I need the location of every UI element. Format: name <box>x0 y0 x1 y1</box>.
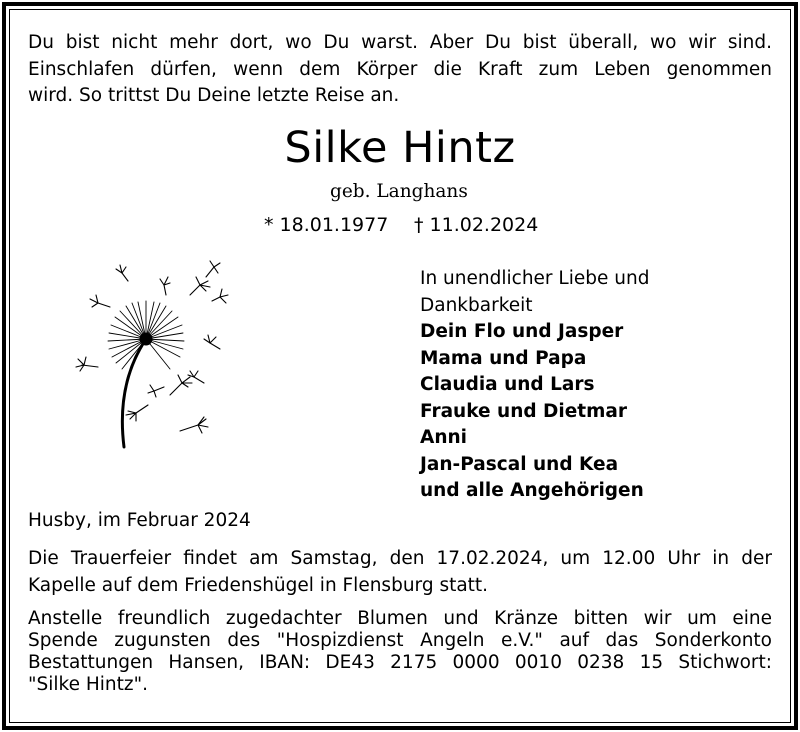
mourners-intro-1: In unendlicher Liebe und <box>420 268 650 289</box>
place-date: Husby, im Februar 2024 <box>28 510 251 531</box>
mourner-name: Frauke und Dietmar <box>420 400 628 422</box>
mourner-name: Dein Flo und Jasper <box>420 321 624 342</box>
mourners-block <box>420 266 649 505</box>
death-date: † 11.02.2024 <box>414 214 539 236</box>
birth-date: * 18.01.1977 <box>264 214 389 236</box>
ceremony-line-2: Kapelle auf dem Friedenshügel in Flensburg statt. <box>28 574 489 596</box>
donation-line-3: Bestattungen Hansen, IBAN: DE43 2175 0000 0010 0238 15 Stichwort: <box>28 652 772 673</box>
intro-line-1: Du bist nicht mehr dort, wo Du warst. Aber Du bist überall, wo wir sind. <box>28 32 772 53</box>
mourner-name: Anni <box>420 427 467 448</box>
dandelion-icon <box>70 255 240 455</box>
intro-line-2: Einschlafen dürfen, wenn dem Körper die Kraft zum Leben genommen <box>28 58 772 80</box>
mourners-intro-2: Dankbarkeit <box>420 294 533 316</box>
intro-line-3: wird. So trittst Du Deine letzte Reise an. <box>28 85 400 106</box>
ceremony-line-1: Die Trauerfeier findet am Samstag, den 17.02.2024, um 12.00 Uhr in der <box>28 548 772 569</box>
donation-line-4: "Silke Hintz". <box>28 674 148 695</box>
maiden-name: geb. Langhans <box>330 181 468 202</box>
mourner-name: und alle Angehörigen <box>420 480 644 501</box>
donation-line-2: Spende zugunsten des "Hospizdienst Angeln e.V." auf das Sonderkonto <box>28 630 772 651</box>
mourner-name: Mama und Papa <box>420 347 587 369</box>
mourner-name: Claudia und Lars <box>420 374 595 395</box>
mourner-name: Jan-Pascal und Kea <box>420 453 619 475</box>
deceased-name: Silke Hintz <box>284 123 516 173</box>
donation-line-1: Anstelle freundlich zugedachter Blumen und Kränze bitten wir um eine <box>28 608 772 629</box>
